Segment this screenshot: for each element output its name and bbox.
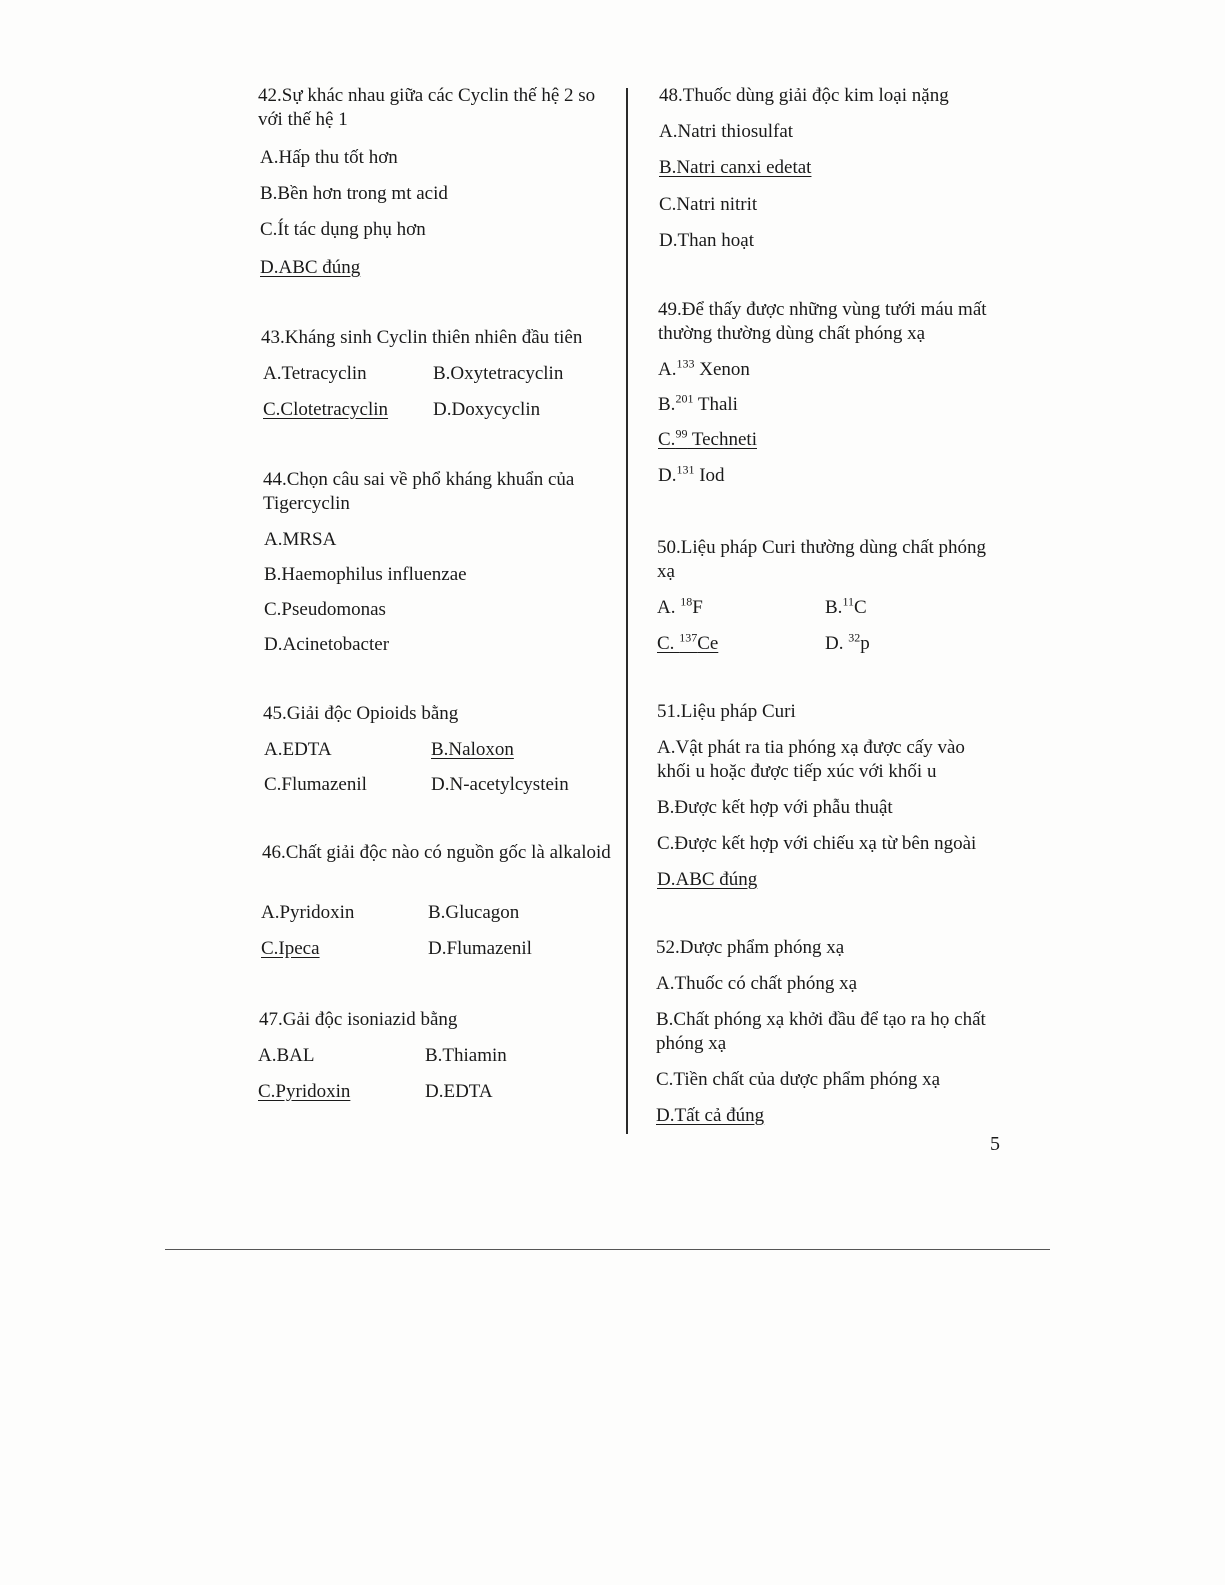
option-c-correct: C.$^{99}$ Techneti: [658, 426, 757, 450]
option-a: A.MRSA: [264, 529, 337, 550]
question-text: 44.Chọn câu sai về phổ kháng khuẩn của Tigercyclin: [263, 469, 575, 514]
option-d: D.N-acetylcystein: [431, 774, 569, 795]
question-text: 52.Dược phẩm phóng xạ: [656, 937, 845, 958]
option-c: C.Pseudomonas: [264, 599, 386, 620]
option-a: A.EDTA: [264, 739, 332, 760]
option-a: A.Hấp thu tốt hơn: [260, 147, 398, 168]
option-c: C.Được kết hợp với chiếu xạ từ bên ngoài: [657, 833, 977, 854]
option-c-correct: C.Clotetracyclin: [263, 399, 389, 420]
question-text: 42.Sự khác nhau giữa các Cyclin thế hệ 2 so với thế hệ 1: [258, 85, 596, 130]
option-a: A.BAL: [258, 1045, 315, 1066]
question-42: [258, 84, 613, 278]
question-text: 47.Gải độc isoniazid bằng: [259, 1009, 458, 1030]
option-a: A.Vật phát ra tia phóng xạ được cấy vào khối u hoặc được tiếp xúc với khối u: [657, 737, 965, 782]
option-c: C.Tiền chất của dược phẩm phóng xạ: [656, 1069, 941, 1090]
question-text: 46.Chất giải độc nào có nguồn gốc là alkaloid: [262, 842, 611, 863]
option-a: A.Thuốc có chất phóng xạ: [656, 973, 858, 994]
option-b: B.Oxytetracyclin: [433, 363, 564, 384]
question-51: [656, 700, 996, 890]
option-b-correct: B.Natri canxi edetat: [659, 157, 812, 178]
column-divider: [626, 88, 628, 1134]
option-d-correct: D.ABC đúng: [657, 869, 758, 890]
question-52: [656, 936, 996, 1126]
question-44: [258, 468, 613, 655]
option-a: A. $^{18}$F: [657, 594, 703, 618]
option-d-correct: D.Tất cả đúng: [656, 1105, 765, 1126]
question-text: 51.Liệu pháp Curi: [657, 701, 796, 722]
option-b: B.Chất phóng xạ khởi đầu để tạo ra họ chất phóng xạ: [656, 1009, 986, 1054]
question-43: [258, 326, 613, 420]
question-text: 43.Kháng sinh Cyclin thiên nhiên đầu tiên: [261, 327, 583, 348]
option-c-correct: C.Ipeca: [261, 938, 320, 959]
question-50: [656, 536, 996, 654]
option-c-correct: C. $^{137}$Ce: [657, 630, 719, 654]
question-text: 49.Để thấy được những vùng tưới máu mất thường thường dùng chất phóng xạ: [658, 299, 987, 344]
question-48: [656, 84, 996, 251]
option-b: B.Glucagon: [428, 902, 520, 923]
option-a: A.Natri thiosulfat: [659, 121, 794, 142]
question-text: 50.Liệu pháp Curi thường dùng chất phóng xạ: [657, 537, 987, 582]
option-c-correct: C.Pyridoxin: [258, 1081, 351, 1102]
question-49: [656, 298, 996, 486]
option-b: B.Được kết hợp với phẫu thuật: [657, 797, 893, 818]
question-46: [258, 841, 613, 959]
option-d-correct: D.ABC đúng: [260, 257, 361, 278]
question-47: [258, 1008, 613, 1102]
page-bottom-rule: [165, 1249, 1050, 1250]
option-c: C.Ít tác dụng phụ hơn: [260, 219, 426, 240]
option-a: A.Tetracyclin: [263, 363, 367, 384]
option-d: D.Than hoạt: [659, 230, 754, 251]
option-a: A.$^{133}$ Xenon: [658, 356, 750, 380]
option-b: B.$^{201}$ Thali: [658, 391, 738, 415]
option-b-correct: B.Naloxon: [431, 739, 514, 760]
option-d: D.Doxycyclin: [433, 399, 541, 420]
page-number: 5: [990, 1133, 1000, 1155]
option-b: B.Haemophilus influenzae: [264, 564, 467, 585]
option-d: D.Acinetobacter: [264, 634, 390, 655]
option-c: C.Flumazenil: [264, 774, 367, 795]
option-a: A.Pyridoxin: [261, 902, 355, 923]
option-d: D.$^{131}$ Iod: [658, 462, 725, 486]
option-b: B.Thiamin: [425, 1045, 507, 1066]
option-d: D.Flumazenil: [428, 938, 532, 959]
question-text: 48.Thuốc dùng giải độc kim loại nặng: [659, 85, 949, 106]
question-text: 45.Giải độc Opioids bằng: [263, 703, 459, 724]
option-c: C.Natri nitrit: [659, 194, 758, 215]
option-d: D.EDTA: [425, 1081, 493, 1102]
question-45: [258, 702, 613, 795]
option-d: D. $^{32}$p: [825, 630, 870, 654]
option-b: B.Bền hơn trong mt acid: [260, 183, 448, 204]
option-b: B.$^{11}$C: [825, 594, 867, 618]
